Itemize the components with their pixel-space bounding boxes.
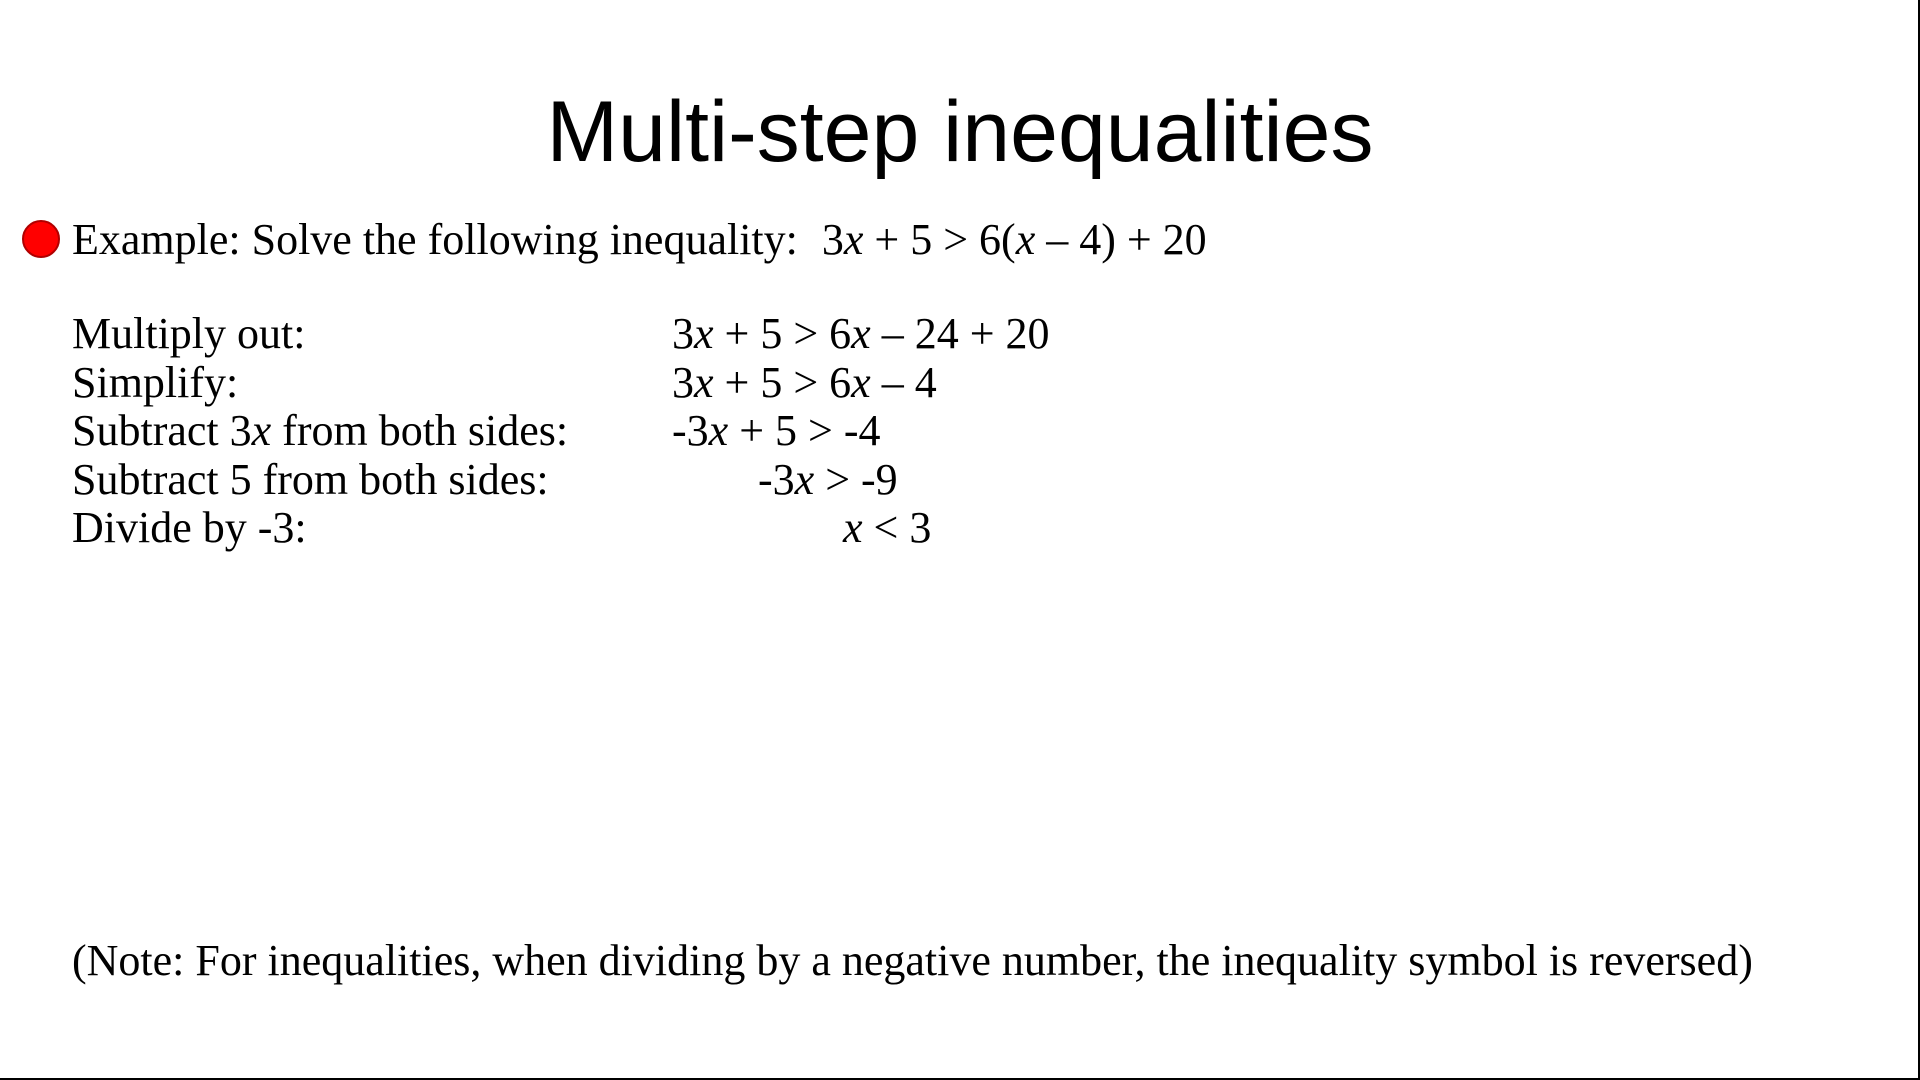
expr-part: + 5 > -4 [728, 406, 881, 455]
eq-part: – 4) + 20 [1035, 214, 1207, 264]
step-label: Divide by -3: [72, 503, 307, 552]
step-label: Simplify: [72, 357, 239, 407]
step-label [72, 407, 568, 456]
example-label: Example: Solve the following inequality: [72, 214, 798, 264]
expr-variable: x [843, 503, 863, 552]
expr-variable: x [708, 406, 729, 455]
step-expression [672, 310, 1050, 359]
step-expression [672, 359, 937, 408]
expr-variable: x [694, 309, 714, 358]
label-part: Subtract 3 [72, 406, 252, 455]
expr-part: + 5 > 6 [713, 357, 852, 407]
eq-variable: x [843, 214, 864, 264]
expr-variable: x [851, 309, 871, 358]
step-expression [758, 456, 898, 505]
expr-variable: x [851, 357, 871, 407]
step-expression [672, 407, 880, 456]
eq-part: + 5 > 6( [863, 214, 1016, 264]
expr-variable: x [694, 357, 714, 407]
example-bullet [22, 213, 1207, 265]
eq-variable: x [1015, 214, 1036, 264]
eq-part: 3 [821, 214, 844, 264]
label-part: from both sides: [271, 406, 569, 455]
expr-part: -3 [672, 406, 709, 455]
expr-part: > -9 [814, 454, 898, 504]
expr-part: + 5 > 6 [713, 309, 852, 358]
slide-title: Multi-step inequalities [546, 84, 1374, 180]
label-variable: x [251, 406, 272, 455]
bullet-dot-icon [22, 220, 60, 258]
expr-part: 3 [672, 309, 694, 358]
step-label: Multiply out: [72, 309, 306, 358]
expr-variable: x [794, 454, 815, 504]
step-expression [843, 504, 931, 553]
expr-part: < 3 [862, 503, 932, 552]
expr-part: – 24 + 20 [870, 309, 1050, 358]
expr-part: -3 [758, 454, 795, 504]
step-label: Subtract 5 from both sides: [72, 454, 549, 504]
note-text: (Note: For inequalities, when dividing by a negative number, the inequality symbol is reversed) [72, 936, 1753, 985]
expr-part: – 4 [870, 357, 937, 407]
example-equation [822, 214, 1207, 265]
expr-part: 3 [672, 357, 694, 407]
